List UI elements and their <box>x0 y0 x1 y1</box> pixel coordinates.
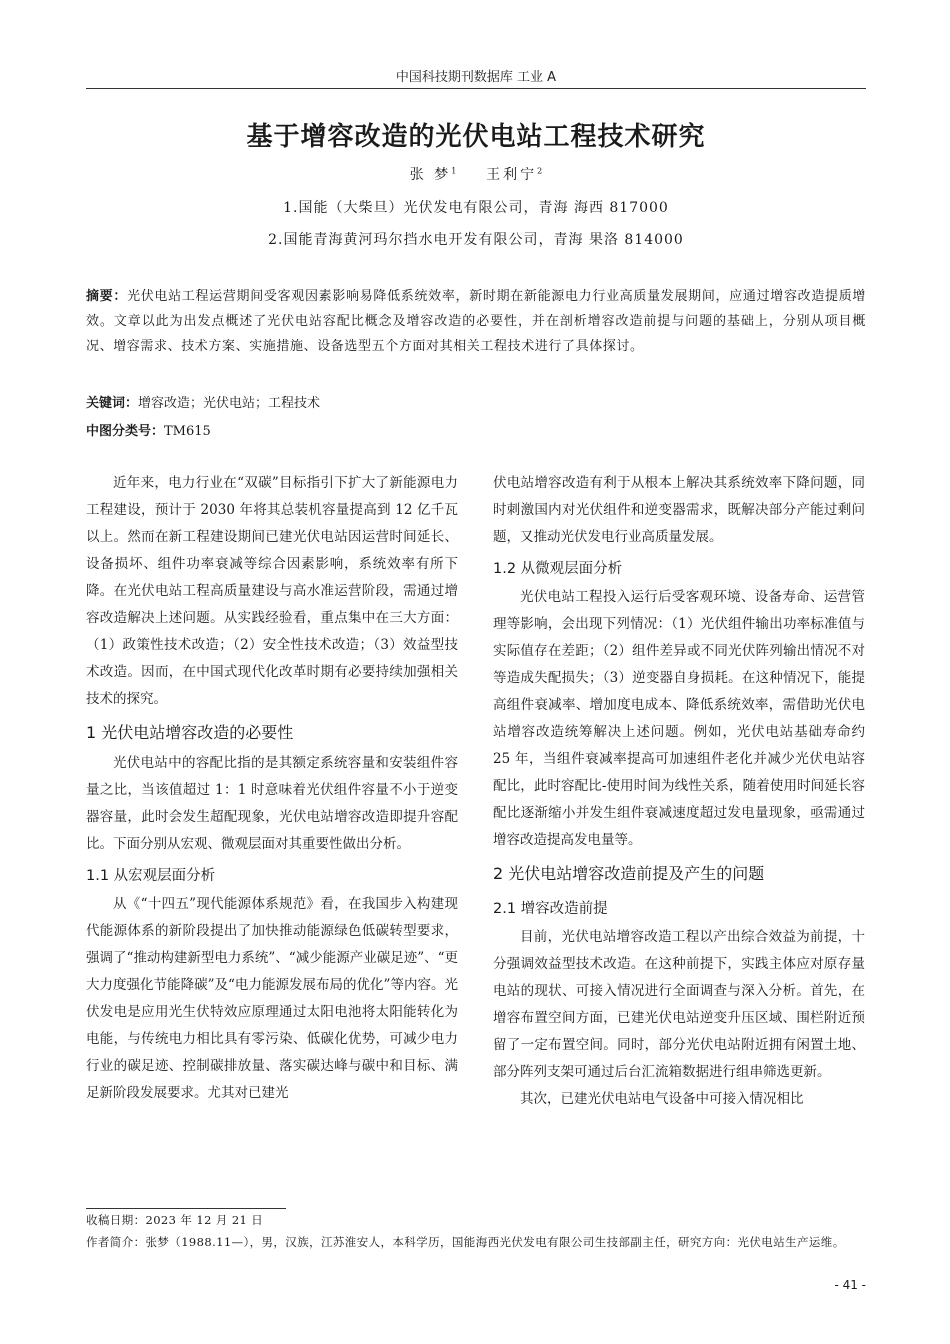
classification-number <box>86 420 866 439</box>
footnote-rule <box>86 1208 286 1209</box>
clc-text: TM615 <box>164 424 211 439</box>
keywords-text: 增容改造；光伏电站；工程技术 <box>138 396 321 411</box>
affiliation-2: 2.国能青海黄河玛尔挡水电开发有限公司，青海 果洛 814000 <box>268 232 684 248</box>
keywords-label: 关键词： <box>86 396 139 411</box>
author-1: 张 梦 <box>409 167 452 183</box>
author-1-marker: 1 <box>451 166 457 176</box>
journal-header: 中国科技期刊数据库 工业 A <box>395 70 557 85</box>
section-1-1-heading: 1.1 从宏观层面分析 <box>86 868 216 884</box>
keywords <box>86 392 866 411</box>
abstract-label: 摘要： <box>86 289 128 304</box>
left-column <box>86 470 458 1107</box>
author-bio: 作者简介：张梦（1988.11—），男，汉族，江苏淮安人，本科学历，国能海西光伏发电有限公司生技部副主任，研究方向：光伏电站生产运维。 <box>86 1235 845 1249</box>
page-number: - 41 - <box>834 1278 866 1292</box>
section-2-1-paragraph-2: 其次，已建光伏电站电气设备中可接入情况相比 <box>520 1091 804 1107</box>
section-2-1-heading: 2.1 增容改造前提 <box>493 901 608 917</box>
author-line <box>86 164 866 184</box>
author-2-marker: 2 <box>537 166 543 176</box>
clc-label: 中图分类号： <box>86 424 165 439</box>
affiliation-1: 1.国能（大柴旦）光伏发电有限公司，青海 海西 817000 <box>283 200 669 216</box>
section-1-paragraph: 光伏电站中的容配比指的是其额定系统容量和安装组件容量之比，当该值超过 1：1 时意味着光伏组件容量不小于逆变器容量，此时会发生超配现象，光伏电站增容改造即提升容配比。下面分别从宏观、微观层面对其重要性做出分析。 <box>86 755 458 852</box>
paper-page <box>86 0 866 1344</box>
author-2: 王利宁 <box>486 167 538 183</box>
received-date: 收稿日期：2023 年 12 月 21 日 <box>86 1213 264 1227</box>
section-1-1-paragraph-start: 从《“十四五”现代能源体系规范》看，在我国步入构建现代能源体系的新阶段提出了加快推动能源绿色低碳转型要求，强调了“推动构建新型电力系统”、“减少能源产业碳足迹”、“更大力度强化节能降碳”及“电力能源发展布局的优化”等内容。光伏发电是应用光生伏特效应原理通过太阳电池将太阳能转化为电能，与传统电力相比具有零污染、低碳化优势，可减少电力行业的碳足迹、控制碳排放量、落实碳达峰与碳中和目标、满足新阶段发展要求。尤其对已建光 <box>86 896 459 1101</box>
section-2-1-paragraph-1: 目前，光伏电站增容改造工程以产出综合效益为前提，十分强调效益型技术改造。在这种前提下，实践主体应对原存量电站的现状、可接入情况进行全面调查与深入分析。首先，在增容布置空间方面，已建光伏电站逆变升压区域、围栏附近预留了一定布置空间。同时，部分光伏电站附近拥有闲置土地、部分阵列支架可通过后台汇流箱数据进行组串筛选更新。 <box>493 929 865 1080</box>
section-2-heading: 2 光伏电站增容改造前提及产生的问题 <box>493 864 765 883</box>
intro-paragraph: 近年来，电力行业在“双碳”目标指引下扩大了新能源电力工程建设，预计于 2030 年将其总装机容量提高到 12 亿千瓦以上。然而在新工程建设期间已建光伏电站因运营时间延长、设备损坏、组件功率衰减等综合因素影响，系统效率有所下降。在光伏电站工程高质量建设与高水准运营阶段，需通过增容改造解决上述问题。从实践经验看，重点集中在三大方面：（1）政策性技术改造；（2）安全性技术改造；（3）效益型技术改造。因而，在中国式现代化改革时期有必要持续加强相关技术的探究。 <box>86 475 458 707</box>
right-column <box>493 470 865 1113</box>
article-title: 基于增容改造的光伏电站工程技术研究 <box>246 122 706 152</box>
section-1-heading: 1 光伏电站增容改造的必要性 <box>86 723 294 742</box>
header-rule <box>86 88 866 89</box>
abstract-text: 光伏电站工程运营期间受客观因素影响易降低系统效率，新时期在新能源电力行业高质量发展期间，应通过增容改造提质增效。文章以此为出发点概述了光伏电站容配比概念及增容改造的必要性，并在剖析增容改造前提与问题的基础上，分别从项目概况、增容需求、技术方案、实施措施、设备选型五个方面对其相关工程技术进行了具体探讨。 <box>86 289 866 354</box>
section-1-2-heading: 1.2 从微观层面分析 <box>493 561 623 577</box>
abstract <box>86 284 866 359</box>
section-1-1-paragraph-continued: 伏电站增容改造有利于从根本上解决其系统效率下降问题，同时刺激国内对光伏组件和逆变器需求，既解决部分产能过剩问题，又推动光伏发电行业高质量发展。 <box>493 475 865 545</box>
section-1-2-paragraph: 光伏电站工程投入运行后受客观环境、设备寿命、运营管理等影响，会出现下列情况：（1）光伏组件输出功率标准值与实际值存在差距；（2）组件差异或不同光伏阵列输出情况不对等造成失配损失；（3）逆变器自身损耗。在这种情况下，能提高组件衰减率、增加度电成本、降低系统效率，需借助光伏电站增容改造统筹解决上述问题。例如，光伏电站基础寿命约 25 年，当组件衰减率提高可加速组件老化并减少光伏电站容配比，此时容配比-使用时间为线性关系，随着使用时间延长容配比逐渐缩小并发生组件衰减速度超过发电量现象，亟需通过增容改造提高发电量等。 <box>493 589 865 848</box>
